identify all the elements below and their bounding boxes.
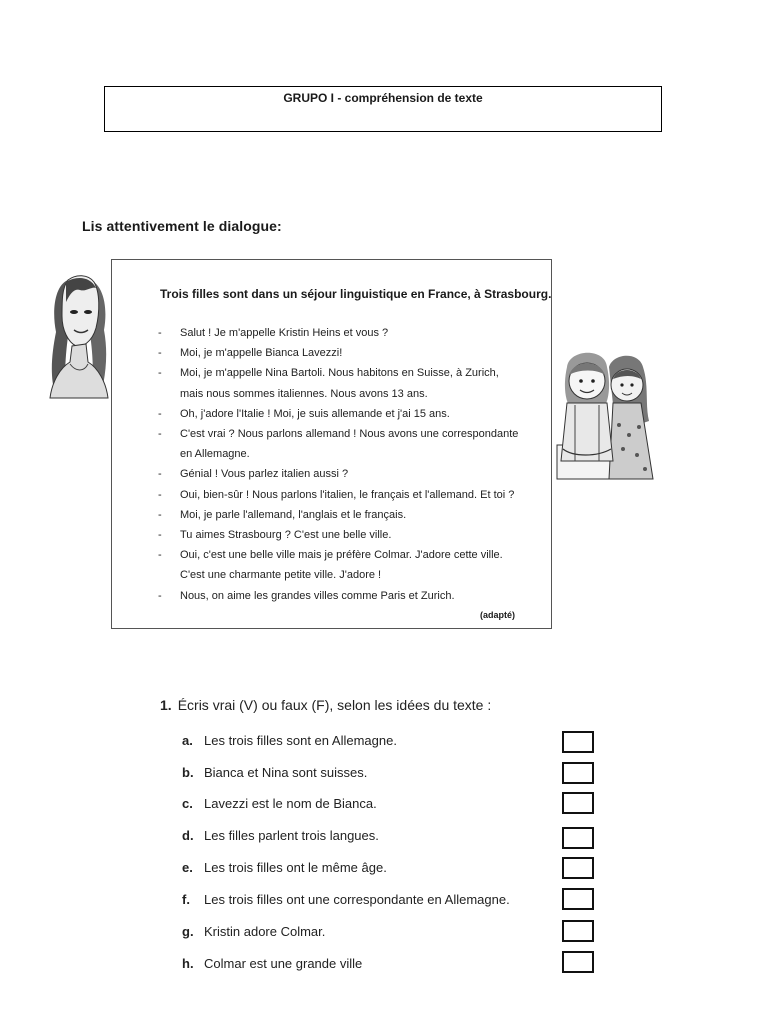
question-item: [182, 828, 379, 843]
dialogue-text: Nous, on aime les grandes villes comme Paris et Zurich.: [180, 589, 455, 602]
dialogue-intro: Trois filles sont dans un séjour linguistique en France, à Strasbourg.: [160, 287, 552, 301]
dialogue-text: Moi, je parle l'allemand, l'anglais et le français.: [180, 508, 407, 521]
item-letter: h.: [182, 956, 194, 971]
item-text: Les filles parlent trois langues.: [204, 828, 379, 843]
dialogue-line: [158, 424, 548, 444]
dialogue-line: [158, 444, 548, 464]
dialogue-dash: -: [158, 589, 162, 602]
question-number: 1.: [160, 697, 172, 713]
dialogue-line: [158, 363, 548, 383]
item-letter: c.: [182, 796, 193, 811]
answer-box-a[interactable]: [562, 731, 594, 753]
item-text: Les trois filles sont en Allemagne.: [204, 733, 397, 748]
item-letter: b.: [182, 765, 194, 780]
dialogue-line: [158, 323, 548, 343]
answer-box-g[interactable]: [562, 920, 594, 942]
dialogue-dash: -: [158, 468, 162, 481]
answer-box-c[interactable]: [562, 792, 594, 814]
dialogue-line: [158, 545, 548, 565]
item-text: Lavezzi est le nom de Bianca.: [204, 796, 377, 811]
dialogue-text: Oui, c'est une belle ville mais je préfère Colmar. J'adore cette ville.: [180, 549, 503, 562]
dialogue-text: C'est vrai ? Nous parlons allemand ! Nous avons une correspondante: [180, 428, 519, 441]
girl-illustration-left: [46, 272, 112, 402]
dialogue-line: [158, 525, 548, 545]
dialogue-line: [158, 505, 548, 525]
dialogue-text: Moi, je m'appelle Nina Bartoli. Nous habitons en Suisse, à Zurich,: [180, 367, 499, 380]
dialogue-dash: -: [158, 407, 162, 420]
dialogue-text: Salut ! Je m'appelle Kristin Heins et vous ?: [180, 327, 389, 339]
dialogue-dash: -: [158, 367, 162, 380]
question-title: [160, 697, 491, 713]
dialogue-text: Oui, bien-sûr ! Nous parlons l'italien, le français et l'allemand. Et toi ?: [180, 488, 515, 501]
question-item: [182, 733, 397, 748]
question-item: [182, 924, 325, 939]
dialogue-line: [158, 485, 548, 505]
answer-box-b[interactable]: [562, 762, 594, 784]
girls-illustration-right: [553, 345, 661, 485]
dialogue-text: Oh, j'adore l'Italie ! Moi, je suis allemande et j'ai 15 ans.: [180, 407, 450, 420]
dialogue-text: mais nous sommes italiennes. Nous avons 13 ans.: [180, 387, 428, 400]
item-letter: d.: [182, 828, 194, 843]
item-text: Bianca et Nina sont suisses.: [204, 765, 368, 780]
dialogue-line: [158, 464, 548, 484]
item-text: Les trois filles ont le même âge.: [204, 860, 387, 875]
dialogue-dash: -: [158, 549, 162, 562]
answer-box-f[interactable]: [562, 888, 594, 910]
dialogue-source: (adapté): [479, 610, 515, 620]
dialogue-line: [158, 586, 548, 606]
dialogue-text: Génial ! Vous parlez italien aussi ?: [180, 468, 349, 481]
question-item: [182, 765, 367, 780]
dialogue-dash: -: [158, 327, 162, 339]
dialogue-text: C'est une charmante petite ville. J'adore !: [180, 569, 382, 582]
item-letter: g.: [182, 924, 194, 939]
dialogue-box: [111, 259, 552, 629]
dialogue-line: [158, 565, 548, 585]
dialogue-line: [158, 343, 548, 363]
item-letter: f.: [182, 892, 190, 907]
question-item: [182, 796, 377, 811]
question-item: [182, 860, 387, 875]
answer-box-h[interactable]: [562, 951, 594, 973]
answer-box-d[interactable]: [562, 827, 594, 849]
dialogue-line: [158, 384, 548, 404]
dialogue-text: Tu aimes Strasbourg ? C'est une belle ville.: [180, 529, 392, 542]
dialogue-dash: -: [158, 529, 162, 542]
dialogue-line: [158, 404, 548, 424]
question-item: [182, 892, 510, 907]
item-text: Colmar est une grande ville: [204, 956, 363, 971]
dialogue-dash: -: [158, 347, 162, 360]
dialogue-lines: [158, 323, 548, 606]
dialogue-text: en Allemagne.: [180, 448, 250, 461]
question-text: Écris vrai (V) ou faux (F), selon les idées du texte :: [177, 697, 492, 713]
page-title: GRUPO I - compréhension de texte: [283, 91, 483, 105]
answer-box-e[interactable]: [562, 857, 594, 879]
dialogue-dash: -: [158, 508, 162, 521]
dialogue-dash: -: [158, 488, 162, 501]
dialogue-dash: -: [158, 428, 162, 441]
dialogue-text: Moi, je m'appelle Bianca Lavezzi!: [180, 347, 343, 360]
item-letter: a.: [182, 733, 193, 748]
item-text: Les trois filles ont une correspondante en Allemagne.: [204, 892, 510, 907]
question-item: [182, 956, 362, 971]
header-box: [104, 86, 662, 132]
item-text: Kristin adore Colmar.: [204, 924, 326, 939]
item-letter: e.: [182, 860, 193, 875]
instruction-text: Lis attentivement le dialogue:: [82, 218, 282, 234]
